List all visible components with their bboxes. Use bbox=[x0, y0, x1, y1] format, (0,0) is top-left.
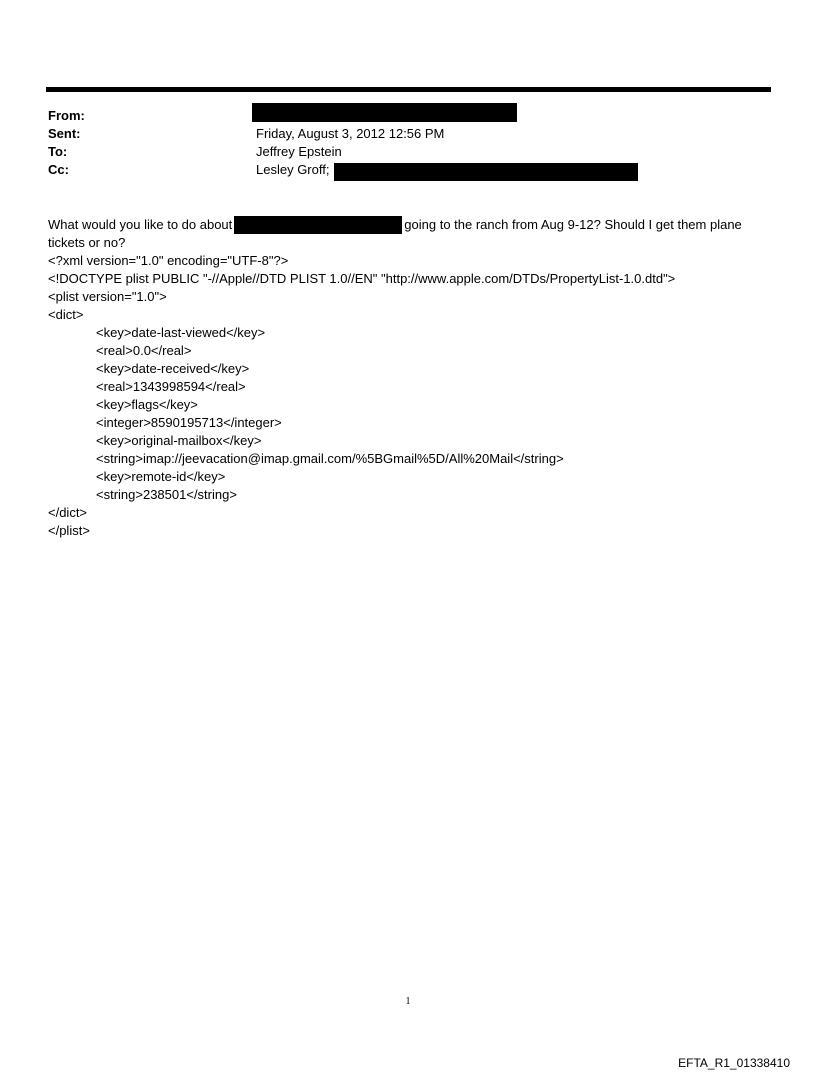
page-number: 1 bbox=[405, 996, 411, 1007]
xml-declaration: <?xml version="1.0" encoding="UTF-8"?> bbox=[48, 253, 289, 268]
doctype-line: <!DOCTYPE plist PUBLIC "-//Apple//DTD PLIST 1.0//EN" "http://www.apple.com/DTDs/PropertyList-1.0.dtd"> bbox=[48, 271, 676, 286]
dict-line: <key>flags</key> bbox=[96, 397, 198, 412]
dict-line: <key>date-last-viewed</key> bbox=[96, 325, 266, 340]
plist-open: <plist version="1.0"> bbox=[48, 289, 167, 304]
dict-line: <key>date-received</key> bbox=[96, 361, 250, 376]
body-text-before-redaction: What would you like to do about bbox=[48, 217, 233, 232]
to-value: Jeffrey Epstein bbox=[256, 144, 342, 159]
dict-line: <real>1343998594</real> bbox=[96, 379, 246, 394]
to-row bbox=[48, 143, 768, 161]
dict-line: <key>original-mailbox</key> bbox=[96, 433, 262, 448]
dict-line: <string>238501</string> bbox=[96, 487, 237, 502]
body-line-2: tickets or no? bbox=[48, 235, 126, 250]
sent-value: Friday, August 3, 2012 12:56 PM bbox=[256, 126, 445, 141]
dict-line: <real>0.0</real> bbox=[96, 343, 192, 358]
email-body bbox=[48, 216, 772, 540]
from-label: From: bbox=[48, 108, 85, 123]
sent-label: Sent: bbox=[48, 126, 81, 141]
body-text-after-redaction: going to the ranch from Aug 9-12? Should I get them plane bbox=[404, 217, 742, 232]
to-label: To: bbox=[48, 144, 68, 159]
dict-close: </dict> bbox=[48, 505, 88, 520]
plist-close: </plist> bbox=[48, 523, 90, 538]
body-redaction bbox=[234, 216, 402, 234]
sent-row bbox=[48, 125, 768, 143]
dict-open: <dict> bbox=[48, 307, 84, 322]
cc-value: Lesley Groff; bbox=[256, 162, 330, 177]
dict-line: <string>imap://jeevacation@imap.gmail.com/%5BGmail%5D/All%20Mail</string> bbox=[96, 451, 564, 466]
cc-label: Cc: bbox=[48, 162, 69, 177]
bates-number: EFTA_R1_01338410 bbox=[678, 1056, 790, 1070]
dict-line: <key>remote-id</key> bbox=[96, 469, 226, 484]
from-redaction bbox=[252, 103, 517, 122]
cc-redaction bbox=[334, 163, 638, 181]
header-rule bbox=[46, 87, 771, 92]
dict-line: <integer>8590195713</integer> bbox=[96, 415, 282, 430]
body-line-1 bbox=[48, 216, 772, 234]
